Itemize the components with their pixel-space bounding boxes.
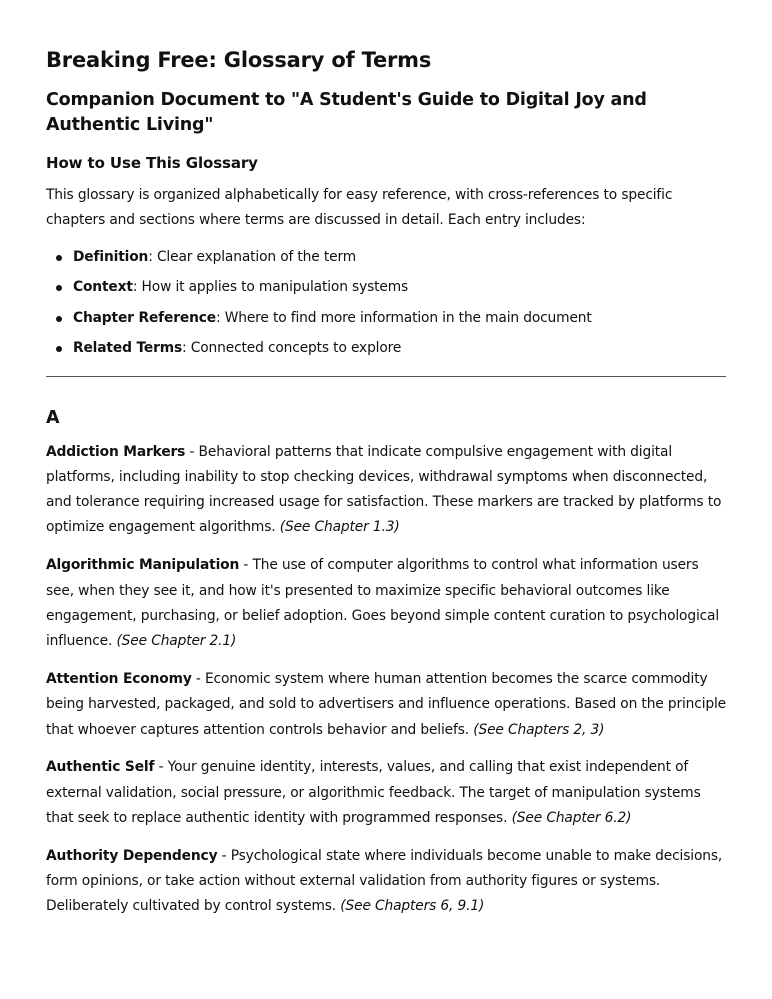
list-item-label: Context (73, 279, 133, 296)
glossary-term: Algorithmic Manipulation (46, 557, 240, 574)
list-item (46, 333, 726, 364)
glossary-entry (46, 844, 726, 920)
glossary-entry (46, 553, 726, 654)
bullet-icon (56, 255, 62, 261)
glossary-definition: - Behavioral patterns that indicate compulsive engagement with digital platforms, including inability to stop checking devices, withdrawal symptoms when disconnected, and tolerance requiring increased usage for satisfaction. These markers are tracked by platforms to optimize engagement algorithms. (46, 443, 722, 536)
section-divider (46, 376, 726, 377)
how-to-use-heading: How to Use This Glossary (46, 154, 258, 172)
bullet-icon (56, 346, 62, 352)
chapter-reference: (See Chapter 2.1) (116, 633, 237, 650)
list-item-label: Chapter Reference (73, 309, 217, 326)
bullet-icon (56, 316, 62, 322)
glossary-term: Addiction Markers (46, 443, 186, 460)
page-subtitle: Companion Document to "A Student's Guide to Digital Joy and Authentic Living" (46, 90, 647, 135)
list-item-label: Definition (73, 248, 149, 265)
list-item-text: : Where to find more information in the main document (216, 309, 592, 326)
glossary-term: Authority Dependency (46, 847, 218, 864)
how-to-use-list (46, 242, 726, 364)
list-item (46, 303, 726, 334)
glossary-definition: - Psychological state where individuals become unable to make decisions, form opinions, or take action without external validation from authority figures or systems. Deliberately cultivated by control systems. (46, 847, 723, 915)
page-title: Breaking Free: Glossary of Terms (46, 48, 432, 72)
glossary-definition: - Your genuine identity, interests, values, and calling that exist independent of external validation, social pressure, or algorithmic feedback. The target of manipulation systems that seek to replace authentic identity with programmed responses. (46, 759, 701, 826)
glossary-term: Authentic Self (46, 759, 155, 776)
glossary-term: Attention Economy (46, 670, 192, 687)
glossary-entry (46, 755, 726, 831)
chapter-reference: (See Chapter 6.2) (511, 809, 632, 826)
list-item (46, 242, 726, 273)
glossary-entry (46, 440, 726, 541)
list-item-text: : Connected concepts to explore (182, 340, 402, 357)
bullet-icon (56, 285, 62, 291)
how-to-use-intro: This glossary is organized alphabetically for easy reference, with cross-references to specific chapters and sections where terms are discussed in detail. Each entry includes: (46, 187, 673, 229)
section-letter-heading: A (46, 407, 60, 428)
glossary-definition: - Economic system where human attention becomes the scarce commodity being harvested, packaged, and sold to advertisers and influence operations. Based on the principle that whoever captures attention controls behavior and beliefs. (46, 670, 727, 738)
list-item-label: Related Terms (73, 340, 183, 357)
list-item-text: : Clear explanation of the term (148, 248, 357, 265)
list-item (46, 272, 726, 303)
chapter-reference: (See Chapter 1.3) (279, 519, 400, 536)
chapter-reference: (See Chapters 6, 9.1) (340, 898, 485, 915)
chapter-reference: (See Chapters 2, 3) (473, 721, 605, 738)
glossary-definition: - The use of computer algorithms to control what information users see, when they see it, and how it's presented to maximize specific behavioral outcomes like engagement, purchasing, or belief adoption. Goes beyond simple content curation to psychological influence. (46, 557, 720, 650)
glossary-entry (46, 667, 726, 743)
list-item-text: : How it applies to manipulation systems (132, 279, 409, 296)
